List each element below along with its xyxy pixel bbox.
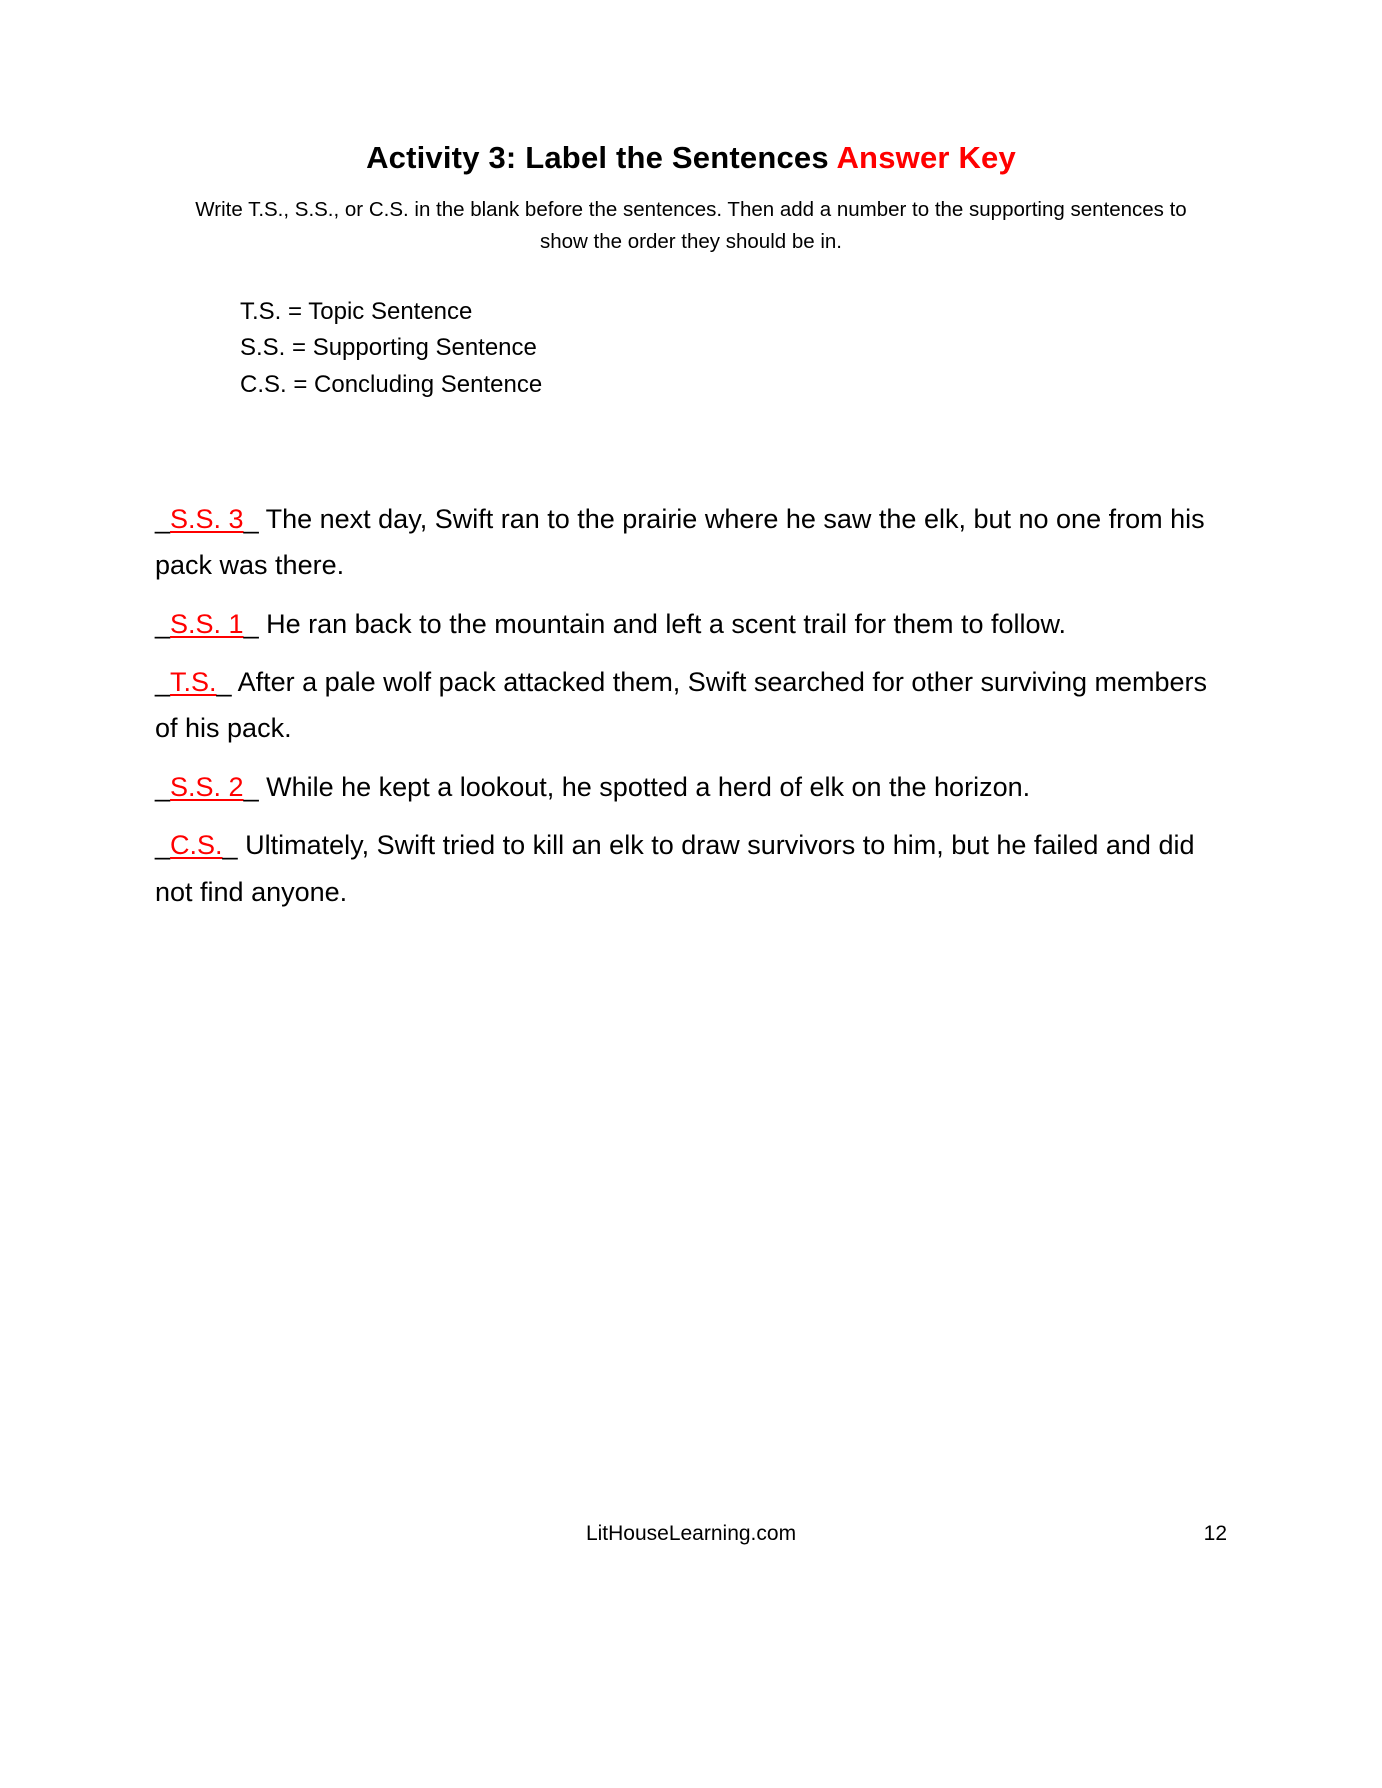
blank-suffix: _ — [243, 771, 267, 802]
sentence-item — [155, 659, 1227, 752]
answer-label: S.S. 3 — [170, 503, 244, 534]
instructions-text: Write T.S., S.S., or C.S. in the blank before the sentences. Then add a number to the supporting sentences to show the order they should be in. — [195, 198, 1187, 253]
page-footer — [155, 1522, 1227, 1548]
sentence-item — [155, 764, 1227, 810]
answer-label: S.S. 2 — [170, 771, 244, 802]
sentence-text: He ran back to the mountain and left a scent trail for them to follow. — [266, 608, 1067, 639]
page-title-main: Activity 3: Label the Sentences — [366, 140, 837, 175]
answer-label: S.S. 1 — [170, 608, 244, 639]
blank-prefix: _ — [155, 667, 171, 697]
answer-label: T.S. — [170, 667, 217, 697]
blank-prefix: _ — [155, 608, 171, 639]
sentence-text: Ultimately, Swift tried to kill an elk to draw survivors to him, but he failed and did not find anyone. — [155, 830, 1195, 907]
legend-item-supporting-sentence: S.S. = Supporting Sentence — [240, 334, 537, 362]
blank-suffix: _ — [243, 608, 267, 639]
legend-item-concluding-sentence: C.S. = Concluding Sentence — [240, 370, 543, 398]
footer-page-number: 12 — [1203, 1522, 1227, 1545]
page-title-accent: Answer Key — [836, 140, 1016, 175]
blank-prefix: _ — [155, 830, 171, 861]
sentence-item — [155, 601, 1227, 647]
sentence-text: The next day, Swift ran to the prairie where he saw the elk, but no one from his pack was there. — [155, 503, 1205, 581]
legend-item-topic-sentence: T.S. = Topic Sentence — [240, 297, 473, 325]
blank-suffix: _ — [222, 830, 246, 861]
sentence-text: After a pale wolf pack attacked them, Swift searched for other surviving members of his pack. — [155, 667, 1208, 744]
sentence-list — [155, 496, 1227, 916]
blank-suffix: _ — [216, 667, 238, 697]
page-title — [155, 0, 1227, 176]
blank-suffix: _ — [243, 503, 266, 534]
sentence-item — [155, 822, 1227, 915]
sentence-text: While he kept a lookout, he spotted a herd of elk on the horizon. — [266, 771, 1031, 802]
blank-prefix: _ — [155, 771, 171, 802]
sentence-item — [155, 496, 1227, 589]
legend-block — [240, 294, 1227, 404]
answer-label: C.S. — [170, 830, 223, 861]
footer-site-name: LitHouseLearning.com — [585, 1522, 797, 1545]
blank-prefix: _ — [155, 503, 171, 534]
